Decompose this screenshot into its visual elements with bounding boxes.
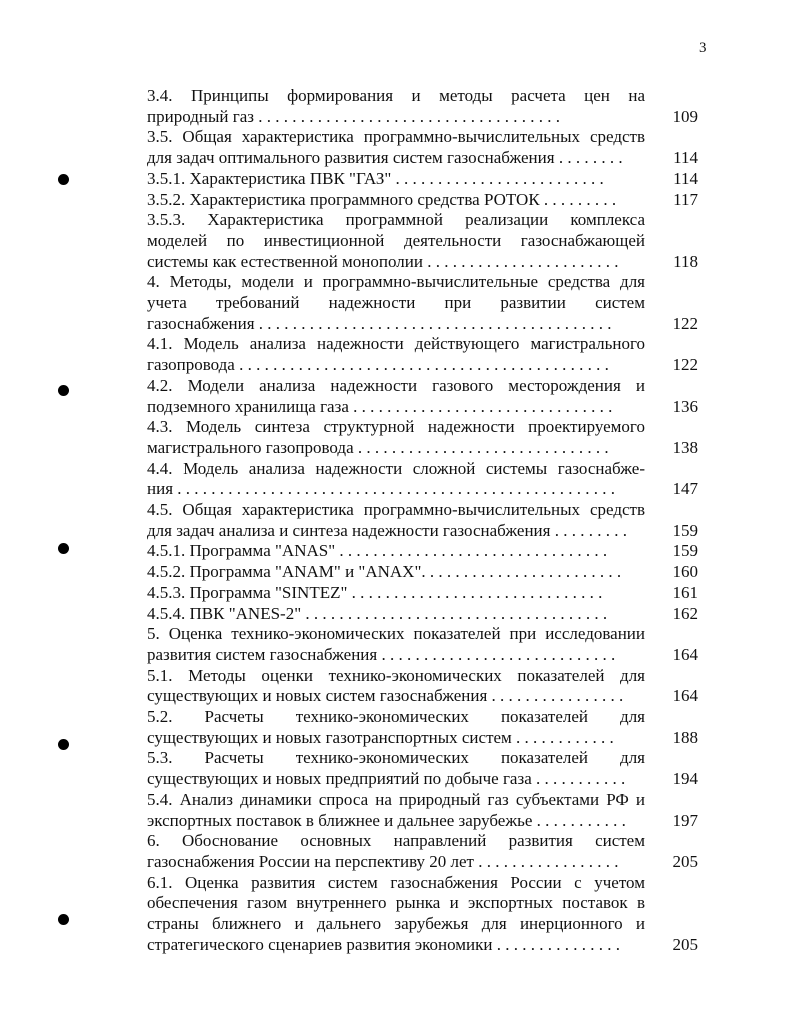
toc-entry-line: 3.5.2. Характеристика программного средства РОТОК . . . . . . . . .: [147, 189, 617, 209]
toc-entry-line: 6.1. Оценка развития систем газоснабжения России с учетом: [147, 872, 645, 892]
toc-entry-line: существующих и новых предприятий по добыче газа . . . . . . . . . . .: [147, 769, 626, 789]
toc-page-number: 159: [672, 541, 698, 561]
punch-hole-mark: [58, 739, 69, 750]
toc-page-number: 138: [672, 437, 698, 457]
toc-entry-line: 4.2. Модели анализа надежности газового месторождения и: [147, 375, 645, 395]
toc-page-number: 188: [672, 727, 698, 747]
toc-entry-line: 4. Методы, модели и программно-вычислительные средства для: [147, 272, 645, 292]
toc-page-number: 114: [673, 148, 698, 168]
toc-entry-line: 4.5.1. Программа "ANAS" . . . . . . . . . . . . . . . . . . . . . . . . . . . . . . . .: [147, 541, 608, 561]
toc-entry-line: экспортных поставок в ближнее и дальнее зарубежье . . . . . . . . . . .: [147, 810, 626, 830]
toc-page-number: 205: [672, 934, 698, 954]
toc-page-number: 114: [673, 168, 698, 188]
toc-page-number: 162: [672, 603, 698, 623]
toc-page-number: 160: [672, 562, 698, 582]
toc-page-number: 136: [672, 396, 698, 416]
toc-entry-line: 4.1. Модель анализа надежности действующего магистрального: [147, 334, 645, 354]
toc-entry-line: 3.5. Общая характеристика программно-вычислительных средств: [147, 127, 645, 147]
toc-entry-line: 5. Оценка технико-экономических показателей при исследовании: [147, 624, 645, 644]
toc-page-number: 122: [672, 355, 698, 375]
toc-entry-line: 5.2. Расчеты технико-экономических показателей для: [147, 707, 645, 726]
toc-page-number: 194: [672, 769, 698, 789]
toc-entry-line: газопровода . . . . . . . . . . . . . . . . . . . . . . . . . . . . . . . . . . . . . . . . . . . .: [147, 355, 609, 375]
toc-page-number: 164: [672, 644, 698, 664]
toc-entry-line: 4.5.4. ПВК "ANES-2" . . . . . . . . . . . . . . . . . . . . . . . . . . . . . . . . . . . .: [147, 603, 608, 623]
toc-entry-line: 5.4. Анализ динамики спроса на природный газ субъектами РФ и: [147, 789, 645, 809]
punch-hole-mark: [58, 543, 69, 554]
toc-entry-line: моделей по инвестиционной деятельности газоснабжающей: [147, 230, 645, 250]
toc-entry-line: 4.3. Модель синтеза структурной надежности проектируемого: [147, 417, 645, 437]
toc-entry-line: подземного хранилища газа . . . . . . . . . . . . . . . . . . . . . . . . . . . . . . .: [147, 396, 613, 416]
toc-entry-line: обеспечения газом внутреннего рынка и экспортных поставок в: [147, 893, 645, 913]
toc-page-number: 164: [672, 686, 698, 706]
toc-entry-line: существующих и новых систем газоснабжения . . . . . . . . . . . . . . . .: [147, 686, 624, 706]
toc-entry-line: страны ближнего и дальнего зарубежья для инерционного и: [147, 914, 645, 933]
toc-entry-line: магистрального газопровода . . . . . . . . . . . . . . . . . . . . . . . . . . . . . .: [147, 437, 609, 457]
toc-entry-line: для задач анализа и синтеза надежности газоснабжения . . . . . . . . .: [147, 520, 627, 540]
toc-entry-line: развития систем газоснабжения . . . . . . . . . . . . . . . . . . . . . . . . . . . .: [147, 644, 616, 664]
toc-entry-line: существующих и новых газотранспортных систем . . . . . . . . . . . .: [147, 727, 614, 747]
toc-page-number: 161: [672, 582, 698, 602]
toc-page-number: 117: [673, 189, 698, 209]
toc-page-number: 122: [672, 313, 698, 333]
toc-entry-line: стратегического сценариев развития экономики . . . . . . . . . . . . . . .: [147, 934, 621, 954]
toc-page-number: 109: [672, 106, 698, 126]
toc-entry-line: 4.5. Общая характеристика программно-вычислительных средств: [147, 500, 645, 519]
toc-entry-line: 6. Обоснование основных направлений развития систем: [147, 831, 645, 851]
toc-entry-line: 3.5.1. Характеристика ПВК "ГАЗ" . . . . . . . . . . . . . . . . . . . . . . . . .: [147, 168, 604, 188]
toc-entry-line: 4.5.2. Программа "ANAM" и "ANAX". . . . . . . . . . . . . . . . . . . . . . . .: [147, 562, 622, 582]
toc-entry-line: системы как естественной монополии . . . . . . . . . . . . . . . . . . . . . . .: [147, 251, 619, 271]
toc-entry-line: газоснабжения . . . . . . . . . . . . . . . . . . . . . . . . . . . . . . . . . . . . . . . . . .: [147, 313, 612, 333]
toc-entry-line: 3.5.3. Характеристика программной реализации комплекса: [147, 210, 645, 230]
toc-entry-line: 4.5.3. Программа "SINTEZ" . . . . . . . . . . . . . . . . . . . . . . . . . . . . . .: [147, 582, 603, 602]
toc-entry-line: 3.4. Принципы формирования и методы расчета цен на: [147, 86, 645, 105]
toc-page-number: 147: [672, 479, 698, 499]
toc-entry-line: природный газ . . . . . . . . . . . . . . . . . . . . . . . . . . . . . . . . . . . .: [147, 106, 560, 126]
punch-hole-mark: [58, 174, 69, 185]
toc-entry-line: 5.1. Методы оценки технико-экономических показателей для: [147, 665, 645, 685]
toc-entry-line: ния . . . . . . . . . . . . . . . . . . . . . . . . . . . . . . . . . . . . . . . . . . . . . . . . . . . .: [147, 479, 616, 499]
toc-entry-line: учета требований надежности при развитии систем: [147, 293, 645, 312]
toc-page-number: 159: [672, 520, 698, 540]
toc-entry-line: 4.4. Модель анализа надежности сложной системы газоснабже-: [147, 458, 645, 478]
toc-entry-line: для задач оптимального развития систем газоснабжения . . . . . . . .: [147, 148, 623, 168]
toc-page-number: 197: [672, 810, 698, 830]
page-number: 3: [699, 40, 707, 56]
toc-entry-line: 5.3. Расчеты технико-экономических показателей для: [147, 748, 645, 768]
toc-entry-line: газоснабжения России на перспективу 20 лет . . . . . . . . . . . . . . . . .: [147, 851, 619, 871]
toc-page-number: 205: [672, 851, 698, 871]
punch-hole-mark: [58, 385, 69, 396]
toc-page-number: 118: [673, 251, 698, 271]
punch-hole-mark: [58, 914, 69, 925]
